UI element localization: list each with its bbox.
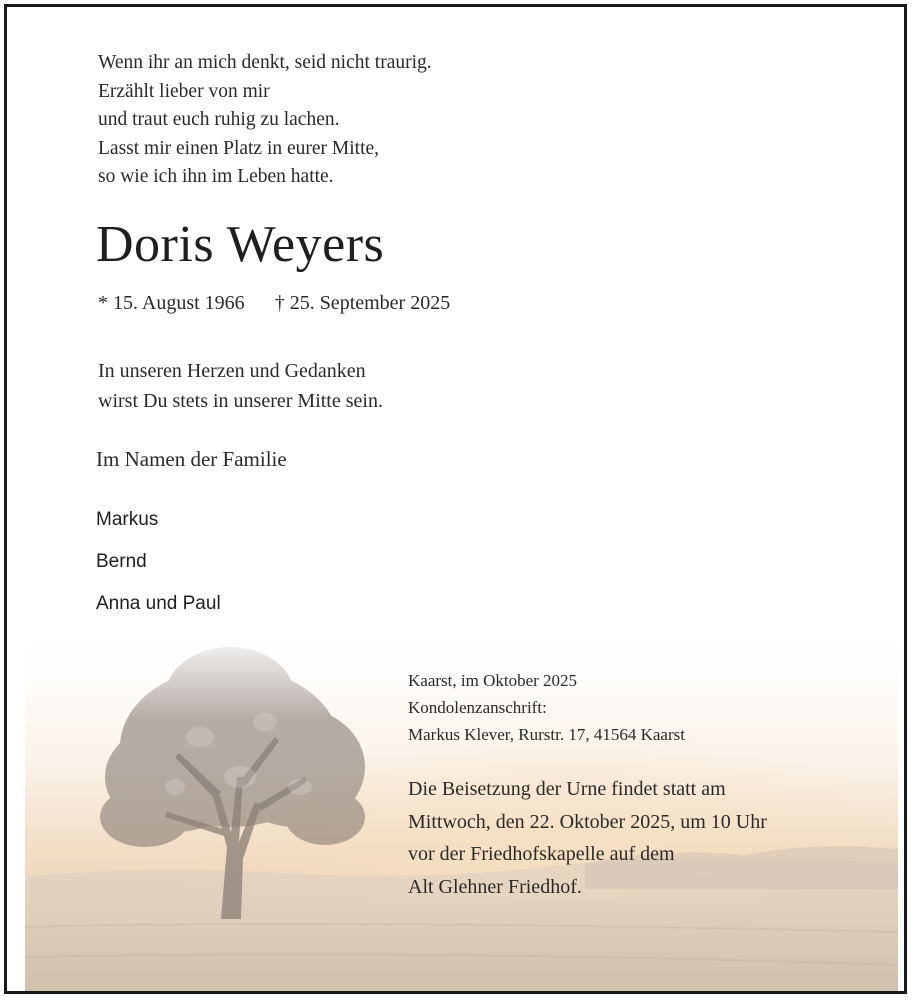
- family-name: Markus: [96, 509, 159, 530]
- deceased-name: Doris Weyers: [96, 216, 385, 273]
- burial-line: Alt Glehner Friedhof.: [408, 875, 582, 898]
- condolence-address: [408, 667, 685, 748]
- verse-line: In unseren Herzen und Gedanken: [98, 360, 366, 382]
- burial-line: Die Beisetzung der Urne findet statt am: [408, 778, 726, 800]
- burial-line: vor der Friedhofskapelle auf dem: [408, 843, 675, 865]
- poem-line: und traut euch ruhig zu lachen.: [98, 109, 340, 130]
- family-name: Bernd: [96, 551, 147, 572]
- poem: [98, 49, 432, 192]
- burial-info: [408, 773, 767, 903]
- life-dates: [98, 292, 450, 315]
- obituary-frame: [4, 4, 907, 994]
- place-line: Kondolenzanschrift:: [408, 698, 547, 717]
- family-name: Anna und Paul: [96, 593, 221, 614]
- poem-line: Lasst mir einen Platz in eurer Mitte,: [98, 137, 380, 159]
- family-intro: Im Namen der Familie: [96, 447, 287, 471]
- family-names: [96, 509, 221, 635]
- poem-line: Erzählt lieber von mir: [98, 80, 270, 102]
- burial-line: Mittwoch, den 22. Oktober 2025, um 10 Uhr: [408, 810, 767, 833]
- memorial-verse: [98, 356, 383, 416]
- birth-date: * 15. August 1966: [98, 292, 245, 314]
- place-line: Kaarst, im Oktober 2025: [408, 671, 578, 690]
- poem-line: so wie ich ihn im Leben hatte.: [98, 166, 334, 187]
- place-line: Markus Klever, Rurstr. 17, 41564 Kaarst: [408, 725, 685, 744]
- verse-line: wirst Du stets in unserer Mitte sein.: [98, 390, 383, 412]
- death-date: † 25. September 2025: [274, 292, 451, 314]
- poem-line: Wenn ihr an mich denkt, seid nicht traurig.: [98, 52, 432, 73]
